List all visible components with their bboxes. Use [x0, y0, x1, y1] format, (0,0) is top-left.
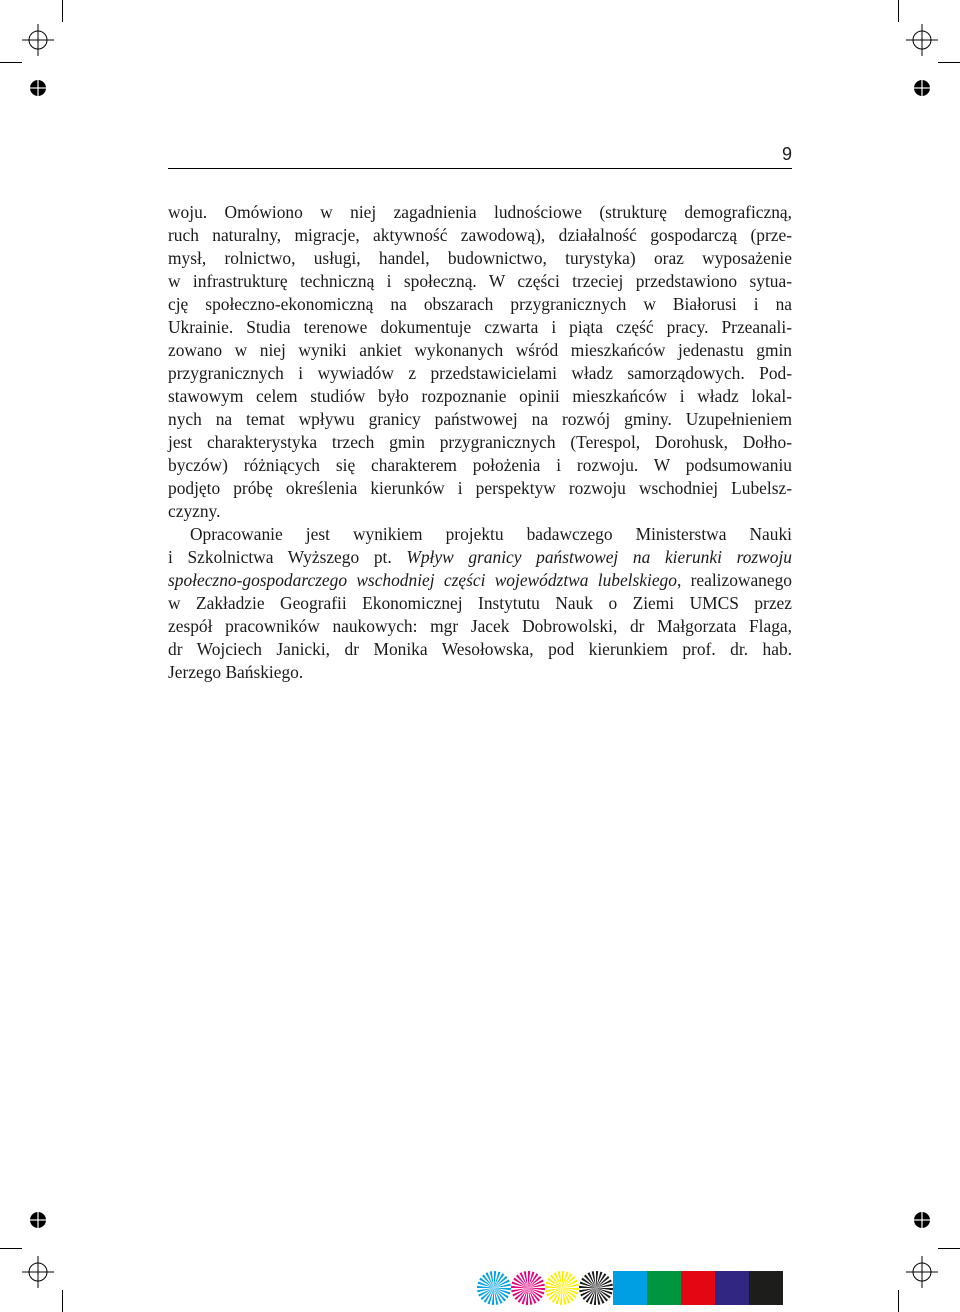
registration-dot-icon: [912, 1210, 932, 1230]
paragraph-2: [168, 523, 792, 684]
paragraph-1: [168, 201, 792, 523]
registration-target-icon: [22, 24, 54, 56]
registration-target-icon: [906, 24, 938, 56]
text-line: nych na temat wpływu granicy państwowej na rozwój gminy. Uzupełnieniem: [168, 409, 792, 429]
text-line: czyzny.: [168, 501, 221, 521]
registration-dot-icon: [912, 78, 932, 98]
book-title-part: Wpływ granicy państwowej na kierunki rozwoju: [406, 547, 792, 567]
color-control-bar: [477, 1271, 783, 1305]
color-swatch: [715, 1271, 749, 1305]
text-span: i Szkolnictwa Wyższego pt.: [168, 547, 407, 567]
text-line: podjęto próbę określenia kierunków i perspektyw rozwoju wschodniej Lubelsz-: [168, 478, 792, 498]
page-number: 9: [781, 144, 792, 164]
starburst-target-icon: [579, 1271, 613, 1305]
text-line: cję społeczno-ekonomiczną na obszarach przygranicznych w Białorusi i na: [168, 294, 792, 314]
text-line: zowano w niej wyniki ankiet wykonanych wśród mieszkańców jedenastu gmin: [168, 340, 792, 360]
text-line: zespół pracowników naukowych: mgr Jacek Dobrowolski, dr Małgorzata Flaga,: [168, 616, 792, 636]
registration-target-icon: [906, 1256, 938, 1288]
book-title-part: społeczno-gospodarczego wschodniej części województwa lubelskiego: [168, 570, 677, 590]
text-line: Ukrainie. Studia terenowe dokumentuje czwarta i piąta część pracy. Przeanali-: [168, 317, 792, 337]
starburst-target-icon: [477, 1271, 511, 1305]
text-line: mysł, rolnictwo, usługi, handel, budownictwo, turystyka) oraz wyposażenie: [168, 248, 792, 268]
registration-dot-icon: [28, 78, 48, 98]
text-line: jest charakterystyka trzech gmin przygranicznych (Terespol, Dorohusk, Dołho-: [168, 432, 792, 452]
text-line: ruch naturalny, migracje, aktywność zawodową), działalność gospodarczą (prze-: [168, 225, 792, 245]
text-line: Jerzego Bańskiego.: [168, 662, 304, 682]
text-line: w Zakładzie Geografii Ekonomicznej Instytutu Nauk o Ziemi UMCS przez: [168, 593, 792, 613]
text-line: byczów) różniących się charakterem położenia i rozwoju. W podsumowaniu: [168, 455, 792, 475]
registration-target-icon: [22, 1256, 54, 1288]
color-swatch: [749, 1271, 783, 1305]
starburst-target-icon: [511, 1271, 545, 1305]
text-line: w infrastrukturę techniczną i społeczną. W części trzeciej przedstawiono sytua-: [168, 271, 792, 291]
color-swatch: [613, 1271, 647, 1305]
registration-dot-icon: [28, 1210, 48, 1230]
text-line: przygranicznych i wywiadów z przedstawicielami władz samorządowych. Pod-: [168, 363, 792, 383]
text-line: [168, 569, 792, 592]
text-span: , realizowanego: [676, 570, 792, 590]
color-swatch: [681, 1271, 715, 1305]
color-swatch: [647, 1271, 681, 1305]
text-line: stawowym celem studiów było rozpoznanie opinii mieszkańców i władz lokal-: [168, 386, 792, 406]
starburst-target-icon: [545, 1271, 579, 1305]
text-line: woju. Omówiono w niej zagadnienia ludnościowe (strukturę demograficzną,: [168, 202, 792, 222]
text-line: [168, 546, 792, 569]
header-rule: [168, 168, 792, 169]
body-text: [168, 201, 792, 684]
text-line: Opracowanie jest wynikiem projektu badawczego Ministerstwa Nauki: [190, 524, 792, 544]
text-line: dr Wojciech Janicki, dr Monika Wesołowska, pod kierunkiem prof. dr. hab.: [168, 639, 792, 659]
